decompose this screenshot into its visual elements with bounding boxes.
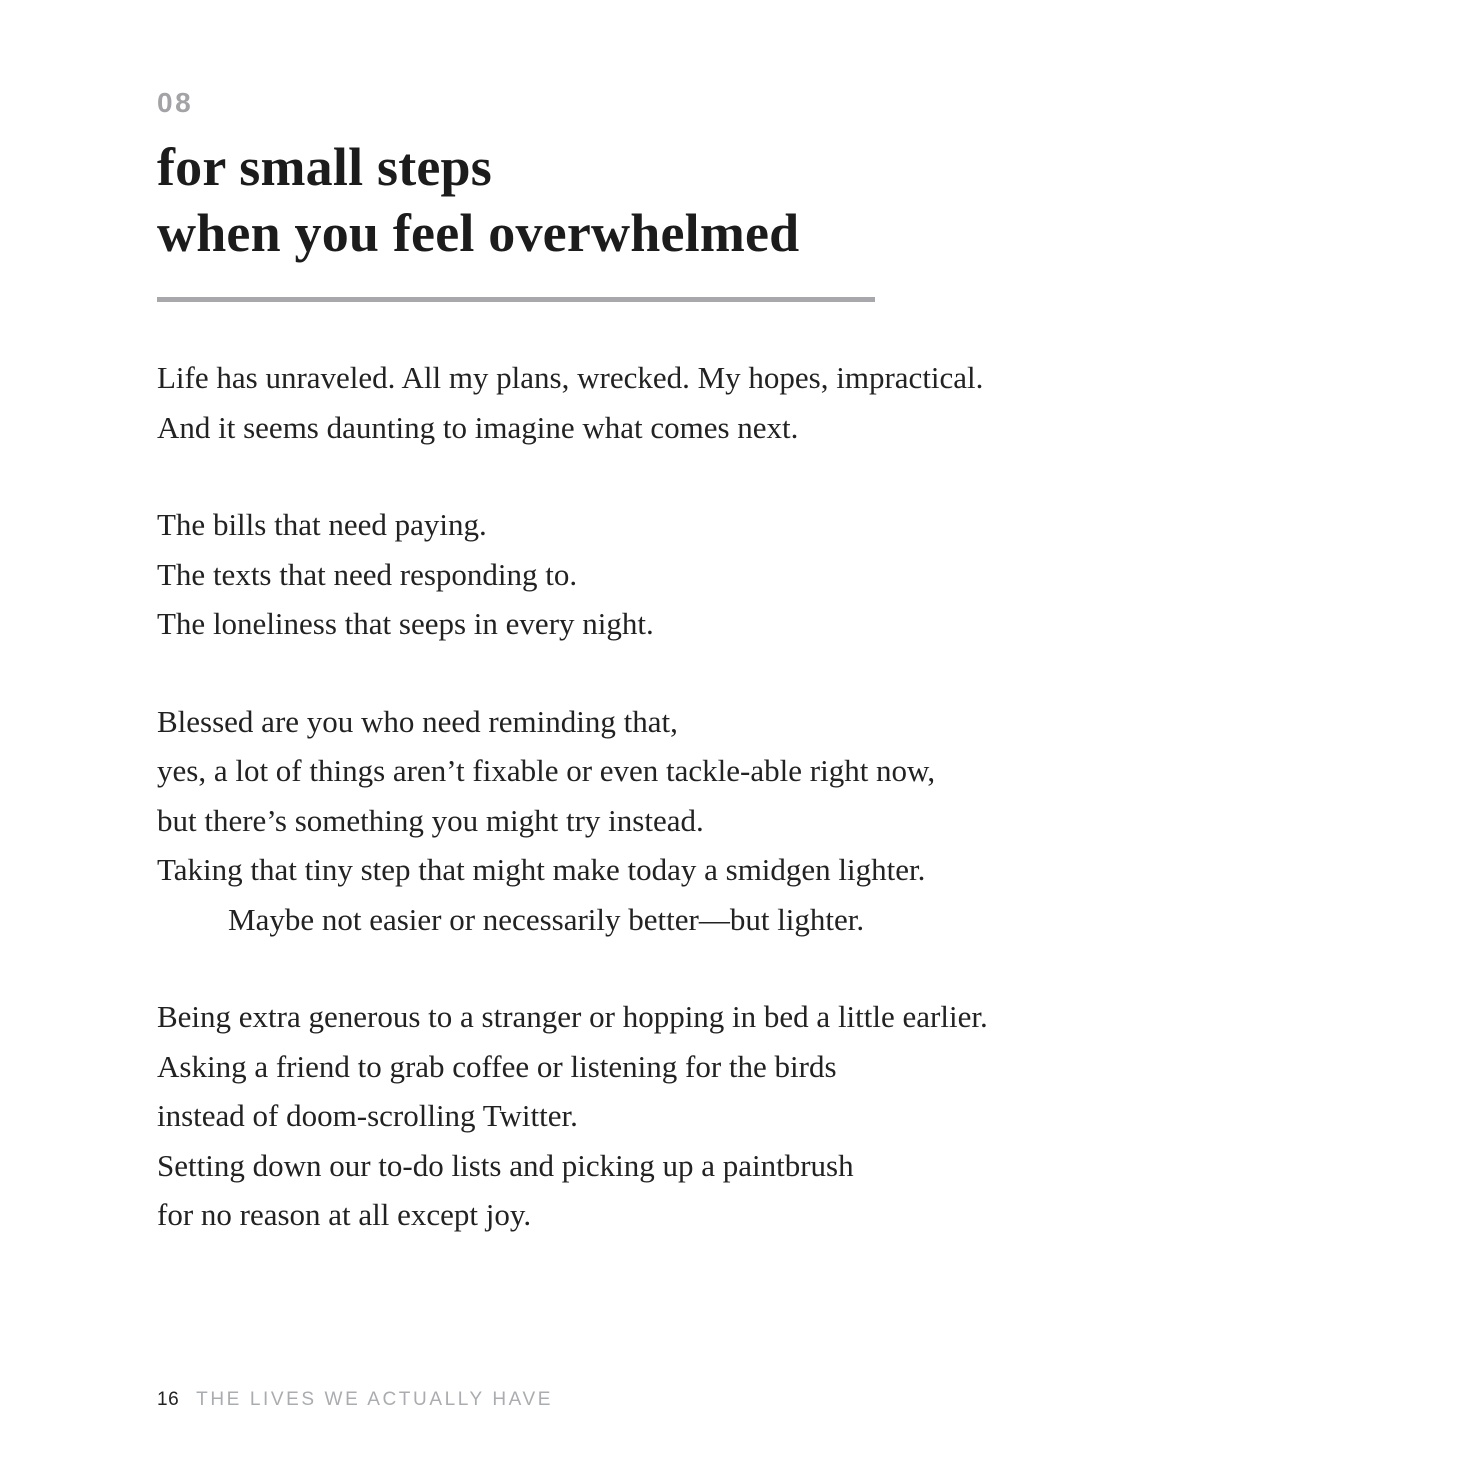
poem-line: instead of doom-scrolling Twitter.	[157, 1098, 578, 1133]
page-footer	[157, 1389, 553, 1411]
poem-line: Being extra generous to a stranger or hopping in bed a little earlier.	[157, 999, 988, 1034]
poem-line: The bills that need paying.	[157, 507, 487, 542]
chapter-title-line-1: for small steps	[157, 137, 492, 197]
poem-line-indented: Maybe not easier or necessarily better—but lighter.	[228, 901, 865, 937]
stanza-1	[157, 353, 1352, 452]
book-title: THE LIVES WE ACTUALLY HAVE	[196, 1389, 554, 1410]
page-number: 16	[157, 1389, 180, 1410]
poem-line: Taking that tiny step that might make today a smidgen lighter.	[157, 852, 926, 887]
poem-line: for no reason at all except joy.	[157, 1197, 532, 1232]
poem-line: Blessed are you who need reminding that,	[157, 703, 678, 739]
poem-line: Asking a friend to grab coffee or listening for the birds	[157, 1048, 837, 1084]
poem-line: Setting down our to-do lists and picking up a paintbrush	[157, 1147, 854, 1183]
poem-line: but there’s something you might try instead.	[157, 802, 704, 838]
chapter-number: 08	[157, 87, 194, 118]
stanza-4	[157, 992, 1352, 1240]
title-divider	[157, 297, 875, 302]
chapter-title-line-2: when you feel overwhelmed	[157, 203, 800, 263]
stanza-3	[157, 697, 1352, 945]
poem-line: Life has unraveled. All my plans, wrecked. My hopes, impractical.	[157, 360, 984, 395]
stanza-2	[157, 500, 1352, 649]
chapter-title	[157, 134, 1352, 266]
poem-line: The texts that need responding to.	[157, 556, 578, 592]
poem-line: The loneliness that seeps in every night.	[157, 606, 654, 641]
poem-line: yes, a lot of things aren’t fixable or even tackle-able right now,	[157, 753, 936, 788]
poem-line: And it seems daunting to imagine what comes next.	[157, 409, 799, 445]
poem-body	[157, 353, 1352, 1240]
